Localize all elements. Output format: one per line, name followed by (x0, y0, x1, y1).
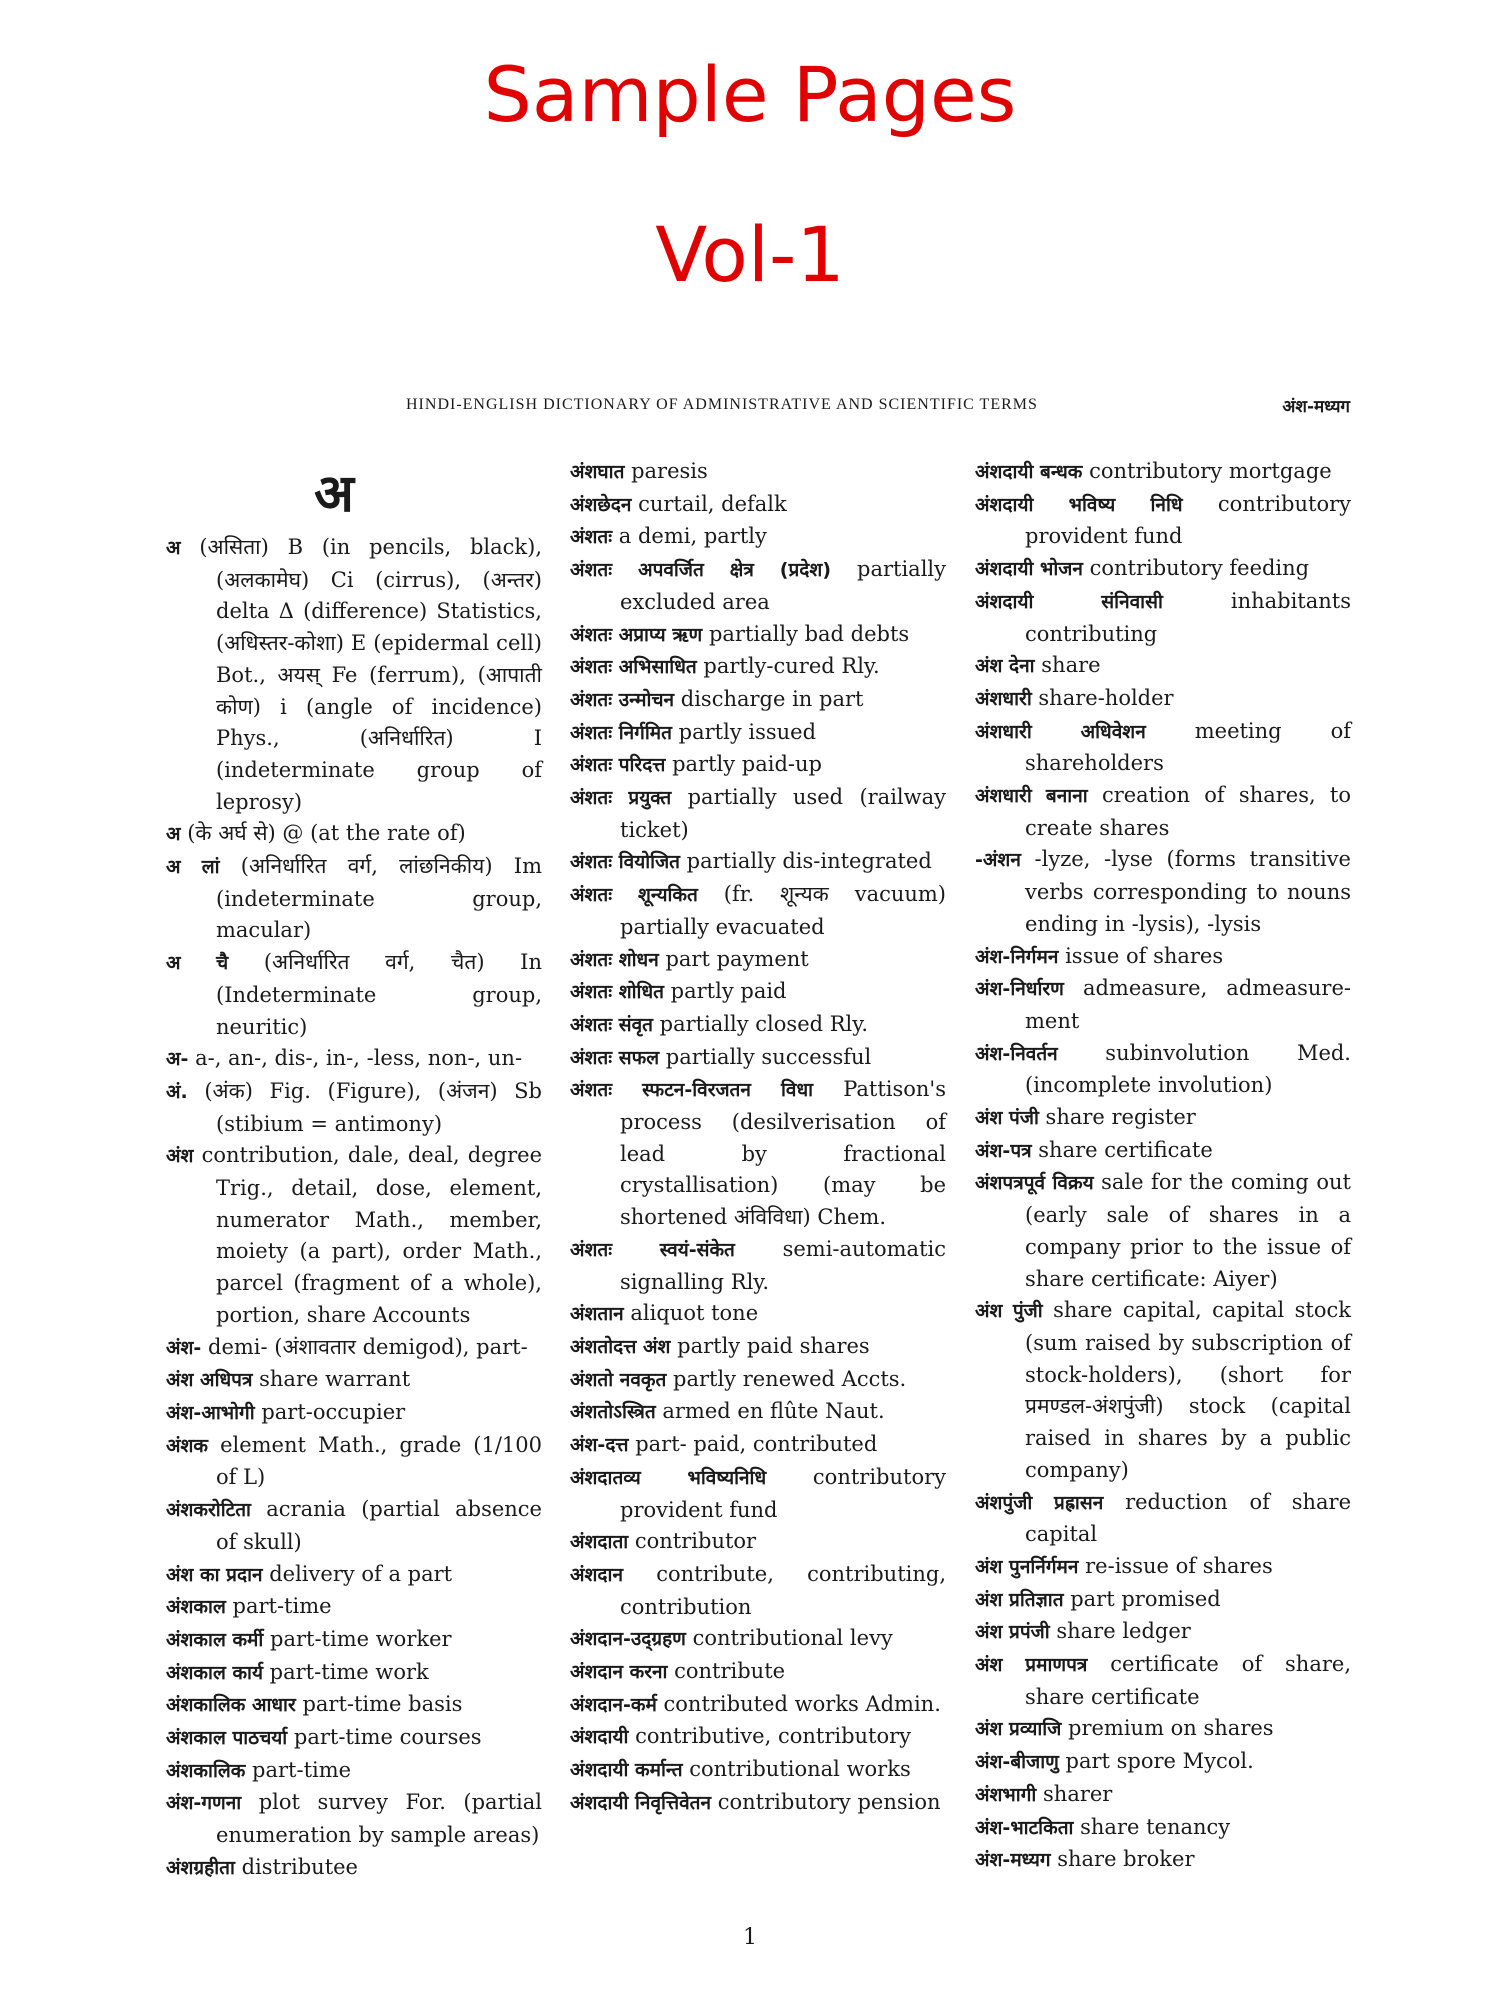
dictionary-entry (570, 489, 946, 522)
entry-headword: अंशतान (570, 1303, 624, 1326)
entry-headword: अंशकालिक (166, 1759, 246, 1782)
dictionary-entry (166, 1755, 542, 1788)
dictionary-entry (570, 1559, 946, 1623)
dictionary-entry (975, 1713, 1351, 1746)
entry-headword: अ (166, 823, 181, 846)
entry-definition: -lyze, -lyse (forms transitive verbs corresponding to nouns ending in -lysis), -lysis (1020, 847, 1351, 936)
entry-definition: partially closed Rly. (652, 1011, 869, 1036)
dictionary-entry (570, 1331, 946, 1364)
entry-definition: contribution, dale, deal, degree Trig., detail, dose, element, numerator Math., member, moiety (a part), order Math., parcel (fragment of a whole), portion, share Accounts (193, 1143, 542, 1327)
entry-definition: paresis (624, 459, 708, 483)
entry-definition: part-occupier (254, 1399, 406, 1424)
entry-headword: अ- (166, 1048, 189, 1071)
dictionary-entry (570, 846, 946, 879)
dictionary-entry (166, 1140, 542, 1331)
entry-definition: part payment (658, 946, 809, 971)
entry-headword: अंशतो नवकृत (570, 1368, 667, 1391)
entry-definition: a-, an-, dis-, in-, -less, non-, un- (188, 1046, 523, 1071)
entry-headword: अंशकाल कार्य (166, 1661, 263, 1684)
dictionary-entry (166, 1722, 542, 1755)
entry-definition: contributor (628, 1529, 757, 1554)
entry-definition: (अंक) Fig. (Figure), (अंजन) Sb (stibium = antimony) (187, 1078, 542, 1136)
entry-definition: (असिता) B (in pencils, black), (अलकामेघ) Ci (cirrus), (अन्तर) delta Δ (difference) Statistics, (अधिस्तर-कोशा) E (epidermal cell) Bot., अयस् Fe (ferrum), (आपाती कोण) i (angle of incidence) Phys., (अनिर्धारित) I (indeterminate group of leprosy) (180, 535, 542, 814)
entry-definition: Pattison's process (desilverisation of lead by fractional crystallisation) (may be shortened अंविविधा) Chem. (620, 1077, 946, 1230)
entry-definition: share-holder (1031, 685, 1174, 710)
entry-definition: part-time work (262, 1659, 429, 1684)
dictionary-entry (166, 851, 542, 947)
entry-headword: अंशदायी भोजन (975, 558, 1083, 581)
entry-definition: creation of shares, to create shares (1025, 783, 1351, 840)
dictionary-entry (975, 1746, 1351, 1779)
entry-definition: contributional levy (685, 1626, 893, 1651)
entry-headword: अंश का प्रदान (166, 1563, 263, 1586)
entry-definition: premium on shares (1061, 1716, 1274, 1741)
entry-definition: curtail, defalk (631, 491, 787, 516)
entry-headword: अंशतः (570, 526, 613, 549)
entry-headword: अंशतः स्फटन-विरजतन विधा (570, 1079, 814, 1102)
dictionary-entry (975, 650, 1351, 683)
entry-headword: अंश-आभोगी (166, 1401, 255, 1424)
entry-headword: अंश देना (975, 655, 1035, 678)
running-head: HINDI-ENGLISH DICTIONARY OF ADMINISTRATIVE AND SCIENTIFIC TERMS (406, 396, 1038, 413)
entry-headword: अंशतोदत्त अंश (570, 1335, 671, 1358)
dictionary-entry (570, 1234, 946, 1298)
entry-definition: re-issue of shares (1078, 1553, 1273, 1578)
entry-definition: share (1034, 653, 1101, 678)
entry-headword: अंश (166, 1145, 194, 1168)
entry-headword: अंशदायी (570, 1726, 629, 1749)
entry-definition: partially used (railway ticket) (620, 785, 946, 842)
dictionary-entry (975, 1649, 1351, 1713)
entry-headword: अंशदान (570, 1563, 623, 1586)
entry-definition: aliquot tone (623, 1301, 759, 1326)
entry-headword: अंश-भाटकिता (975, 1816, 1074, 1839)
entry-headword: अ (166, 537, 181, 559)
entry-headword: अंशदान करना (570, 1661, 668, 1684)
dictionary-entry (975, 1295, 1351, 1486)
dictionary-entry (975, 456, 1351, 489)
dictionary-entry (570, 1396, 946, 1429)
entry-definition: inhabitants contributing (1025, 588, 1351, 646)
entry-headword: अंशदातव्य भविष्यनिधि (570, 1466, 767, 1489)
entry-headword: -अंशन (975, 849, 1021, 872)
entry-definition: issue of shares (1058, 943, 1224, 968)
entry-definition: partially dis-integrated (680, 849, 932, 874)
dictionary-entry (975, 1167, 1351, 1295)
dictionary-entry (166, 1657, 542, 1690)
banner-volume: Vol-1 (655, 210, 845, 299)
page-number: 1 (743, 1925, 757, 1950)
entry-definition: meeting of shareholders (1025, 718, 1351, 776)
dictionary-entry (570, 554, 946, 618)
entry-definition: distributee (234, 1854, 358, 1879)
letter-heading: अ (314, 464, 354, 524)
entry-headword: अंश-गणना (166, 1792, 242, 1815)
dictionary-column-1 (166, 456, 542, 1885)
entry-definition: sale for the coming out (early sale of shares in a company prior to the issue of share certificate: Aiyer) (1025, 1170, 1351, 1291)
dictionary-entry (975, 1779, 1351, 1812)
entry-headword: अंशतः परिदत्त (570, 754, 666, 777)
running-head-range: अंश-मध्यग (1282, 397, 1350, 417)
dictionary-entry (166, 818, 542, 851)
entry-headword: अंशतः सफल (570, 1046, 660, 1069)
entry-definition: share capital, capital stock (sum raised by subscription of stock-holders), (short for प्रमण्डल-अंशपुंजी) stock (capital raised in shares by a public company) (1025, 1298, 1351, 1482)
dictionary-entry (570, 1462, 946, 1526)
dictionary-column-3 (975, 456, 1351, 1877)
dictionary-entry (570, 1429, 946, 1462)
entry-headword: अंशदायी संनिवासी (975, 590, 1163, 613)
entry-headword: अंशतः शोधित (570, 981, 664, 1004)
entry-headword: अंशदाता (570, 1531, 629, 1554)
entry-definition: partly-cured Rly. (696, 654, 880, 679)
entry-headword: अ चै (166, 952, 229, 975)
entry-definition: part- paid, contributed (628, 1432, 878, 1457)
entry-headword: अंशधारी अधिवेशन (975, 720, 1146, 743)
entry-headword: अंशदान-कर्म (570, 1693, 657, 1716)
dictionary-entry (570, 1623, 946, 1656)
entry-headword: अंशकाल पाठचर्या (166, 1727, 288, 1750)
dictionary-entry (975, 1551, 1351, 1584)
entry-definition: part-time courses (287, 1725, 482, 1750)
dictionary-entry (166, 532, 542, 818)
entry-headword: अंशतः संवृत (570, 1013, 653, 1036)
entry-definition: share register (1038, 1105, 1196, 1130)
entry-headword: अंश प्रमाणपत्र (975, 1654, 1088, 1677)
entry-headword: अं. (166, 1080, 188, 1103)
entry-headword: अंश-निर्गमन (975, 945, 1059, 968)
dictionary-entry (166, 1624, 542, 1657)
entry-definition: part-time worker (263, 1626, 452, 1651)
entry-headword: अंश-निवर्तन (975, 1042, 1058, 1065)
entry-definition: (अनिर्धारित वर्ग, लांछनिकीय) Im (indeterminate group, macular) (216, 854, 543, 943)
entry-definition: partly renewed Accts. (666, 1366, 907, 1391)
entry-definition: share broker (1050, 1847, 1195, 1872)
dictionary-entry (166, 1397, 542, 1430)
dictionary-entry (570, 717, 946, 750)
entry-headword: अंशतः शून्यकित (570, 884, 698, 907)
entry-definition: (fr. शून्यक vacuum) partially evacuated (620, 882, 947, 939)
dictionary-entry (570, 1074, 946, 1234)
dictionary-entry (975, 1135, 1351, 1168)
entry-headword: अंशभागी (975, 1783, 1037, 1806)
entry-headword: अंश अधिपत्र (166, 1369, 253, 1392)
entry-headword: अंश पुंजी (975, 1300, 1043, 1323)
entry-headword: अंशछेदन (570, 493, 632, 516)
dictionary-entry (166, 1591, 542, 1624)
entry-definition: share tenancy (1073, 1814, 1231, 1839)
dictionary-entry (570, 684, 946, 717)
entry-definition: contribute, contributing, contribution (620, 1561, 946, 1619)
entry-headword: अ लां (166, 856, 220, 879)
dictionary-entry (570, 879, 946, 943)
entry-headword: अंशतः निर्गमित (570, 721, 672, 744)
dictionary-entry (570, 976, 946, 1009)
entry-definition: part spore Mycol. (1058, 1749, 1254, 1774)
entry-headword: अंश- (166, 1336, 202, 1359)
entry-definition: partly paid shares (670, 1333, 870, 1358)
entry-definition: plot survey For. (partial enumeration by sample areas) (216, 1790, 542, 1848)
dictionary-entry (975, 1038, 1351, 1102)
entry-definition: part-time (245, 1757, 352, 1782)
entry-headword: अंशग्रहीता (166, 1856, 235, 1879)
dictionary-entry (570, 749, 946, 782)
dictionary-entry (975, 1584, 1351, 1617)
entry-headword: अंश प्रतिज्ञात (975, 1588, 1064, 1611)
dictionary-entry (570, 1298, 946, 1331)
dictionary-entry (570, 651, 946, 684)
entry-headword: अंश पंजी (975, 1107, 1039, 1130)
dictionary-entry (166, 1430, 542, 1494)
dictionary-entry (570, 1526, 946, 1559)
entry-definition: share certificate (1031, 1137, 1213, 1162)
entry-headword: अंशतः वियोजित (570, 851, 680, 874)
dictionary-entry (975, 1487, 1351, 1551)
dictionary-entry (975, 489, 1351, 553)
entry-definition: partially successful (659, 1044, 872, 1069)
entry-definition: partially bad debts (702, 621, 910, 646)
dictionary-entry (166, 1494, 542, 1558)
entry-definition: sharer (1036, 1781, 1113, 1806)
entry-headword: अंशतः उन्मोचन (570, 688, 675, 711)
dictionary-entry (975, 1616, 1351, 1649)
dictionary-column-2 (570, 456, 946, 1820)
dictionary-entry (166, 1043, 542, 1076)
entry-headword: अंशतः अप्राप्य ऋण (570, 623, 703, 646)
dictionary-entry (975, 553, 1351, 586)
entry-definition: delivery of a part (262, 1561, 453, 1586)
entry-definition: contributory provident fund (620, 1464, 946, 1522)
entry-headword: अंशतः अपवर्जित क्षेत्र (प्रदेश) (570, 559, 831, 582)
dictionary-entry (166, 1076, 542, 1140)
dictionary-entry (570, 1689, 946, 1722)
dictionary-entry (570, 1042, 946, 1075)
dictionary-entry (166, 1364, 542, 1397)
entry-definition: contributional works (682, 1757, 911, 1782)
entry-headword: अंशतः शोधन (570, 948, 659, 971)
entry-definition: a demi, partly (612, 524, 767, 549)
banner-title: Sample Pages (483, 50, 1017, 139)
entry-definition: armed en flûte Naut. (655, 1399, 885, 1424)
entry-definition: contributory feeding (1082, 556, 1310, 581)
entry-definition: acrania (partial absence of skull) (216, 1497, 542, 1554)
entry-definition: part promised (1063, 1586, 1221, 1611)
dictionary-entry (975, 941, 1351, 974)
dictionary-entry (570, 944, 946, 977)
dictionary-entry (570, 456, 946, 489)
dictionary-entry (166, 1559, 542, 1592)
entry-headword: अंशक (166, 1434, 209, 1457)
entry-headword: अंश-बीजाणु (975, 1751, 1059, 1774)
entry-headword: अंशकाल (166, 1596, 226, 1619)
dictionary-entry (166, 1332, 542, 1365)
entry-headword: अंशदायी कर्मान्त (570, 1759, 683, 1782)
entry-headword: अंशदायी भविष्य निधि (975, 493, 1183, 516)
entry-definition: share warrant (252, 1367, 411, 1392)
entry-headword: अंश पुनर्निर्गमन (975, 1555, 1079, 1578)
entry-definition: share ledger (1049, 1619, 1191, 1644)
dictionary-entry (570, 1656, 946, 1689)
entry-definition: contribute (667, 1659, 786, 1684)
entry-definition: admeasure, admeasure-ment (1025, 976, 1351, 1033)
dictionary-entry (975, 1844, 1351, 1877)
entry-headword: अंशतः अभिसाधित (570, 656, 697, 679)
entry-headword: अंशकाल कर्मी (166, 1628, 264, 1651)
entry-definition: contributory provident fund (1025, 491, 1351, 549)
entry-headword: अंशघात (570, 461, 625, 483)
entry-definition: partly paid-up (665, 752, 822, 777)
entry-definition: part-time basis (295, 1692, 463, 1717)
entry-definition: (अनिर्धारित वर्ग, चैत) In (Indeterminate group, neuritic) (216, 950, 542, 1039)
dictionary-entry (975, 716, 1351, 780)
entry-headword: अंशतः स्वयं-संकेत (570, 1238, 735, 1261)
entry-headword: अंशपत्रपूर्व विक्रय (975, 1172, 1094, 1195)
dictionary-entry (570, 1364, 946, 1397)
entry-definition: reduction of share capital (1025, 1489, 1352, 1547)
entry-headword: अंश प्रव्याजि (975, 1718, 1062, 1741)
entry-headword: अंश-मध्यग (975, 1849, 1051, 1872)
entry-definition: element Math., grade (1/100 of L) (208, 1432, 542, 1490)
entry-headword: अंशधारी बनाना (975, 785, 1088, 808)
entry-headword: अंश-दत्त (570, 1434, 629, 1457)
dictionary-entry (570, 1009, 946, 1042)
entry-headword: अंश-निर्धारण (975, 978, 1064, 1001)
entry-definition: partially excluded area (620, 557, 946, 614)
entry-headword: अंशदायी निवृत्तिवेतन (570, 1791, 712, 1814)
entry-headword: अंश-पत्र (975, 1139, 1032, 1162)
entry-definition: contributed works Admin. (656, 1691, 941, 1716)
entry-headword: अंशतोऽस्त्रित (570, 1401, 656, 1424)
dictionary-entry (166, 947, 542, 1043)
entry-definition: contributory pension (711, 1789, 941, 1814)
dictionary-entry (570, 1754, 946, 1787)
dictionary-entry (975, 683, 1351, 716)
dictionary-entry (166, 1689, 542, 1722)
dictionary-entry (570, 782, 946, 846)
entry-definition: discharge in part (674, 686, 864, 711)
dictionary-entry (570, 1721, 946, 1754)
entry-definition: semi-automatic signalling Rly. (620, 1236, 946, 1294)
dictionary-entry (975, 780, 1351, 844)
entry-headword: अंशदान-उद्ग्रहण (570, 1628, 686, 1651)
dictionary-entry (570, 1787, 946, 1820)
dictionary-entry (166, 1787, 542, 1851)
dictionary-entry (975, 586, 1351, 650)
entry-headword: अंशकालिक आधार (166, 1694, 296, 1717)
entry-definition: contributory mortgage (1082, 459, 1332, 483)
dictionary-entry (975, 1812, 1351, 1845)
entry-definition: part-time (225, 1594, 332, 1619)
entry-headword: अंशधारी (975, 687, 1032, 710)
entry-definition: partly paid (664, 979, 787, 1004)
entry-definition: partly issued (672, 719, 817, 744)
entry-headword: अंशकरोटिता (166, 1499, 251, 1522)
entry-headword: अंशदायी बन्धक (975, 461, 1083, 483)
entry-definition: subinvolution Med. (incomplete involution) (1025, 1040, 1351, 1098)
dictionary-entry (975, 973, 1351, 1037)
entry-definition: contributive, contributory (628, 1724, 912, 1749)
dictionary-entry (570, 521, 946, 554)
entry-definition: (के अर्घ से) @ (at the rate of) (180, 821, 466, 846)
entry-definition: demi- (अंशावतार demigod), part- (201, 1334, 528, 1359)
entry-headword: अंशपुंजी प्रह्रासन (975, 1491, 1104, 1514)
entry-headword: अंशतः प्रयुक्त (570, 787, 672, 810)
dictionary-entry (570, 619, 946, 652)
dictionary-entry (166, 1852, 542, 1885)
dictionary-entry (975, 844, 1351, 940)
entry-definition: certificate of share, share certificate (1025, 1652, 1351, 1709)
dictionary-entry (975, 1102, 1351, 1135)
entry-headword: अंश प्रपंजी (975, 1621, 1050, 1644)
